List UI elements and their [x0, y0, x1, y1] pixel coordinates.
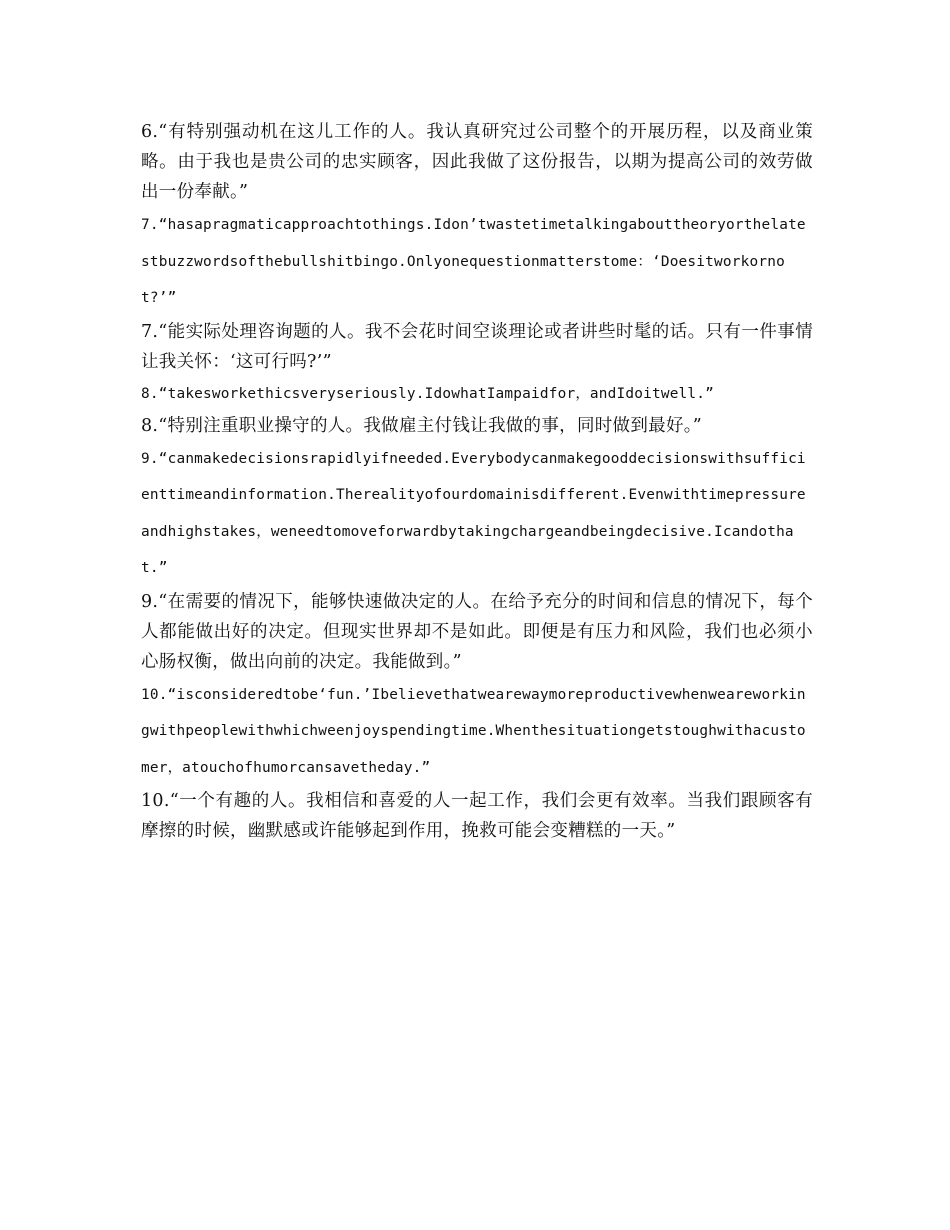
- paragraph-9-zh: 9.“在需要的情况下，能够快速做决定的人。在给予充分的时间和信息的情况下，每个人都能做出好的决定。但现实世界却不是如此。即便是有压力和风险，我们也必须小心肠权衡，做出向前的决定。我能做到。”: [141, 591, 813, 672]
- paragraph-6-zh: 6.“有特别强动机在这儿工作的人。我认真研究过公司整个的开展历程，以及商业策略。由于我也是贵公司的忠实顾客，因此我做了这份报告，以期为提高公司的效劳做出一份奉献。”: [141, 122, 813, 202]
- paragraph-8-en: 8.“takesworkethicsveryseriously.IdowhatIampaidfor，andIdoitwell.”: [141, 385, 715, 402]
- paragraph-10-zh: 10.“一个有趣的人。我相信和喜爱的人一起工作，我们会更有效率。当我们跟顾客有摩擦的时候，幽默感或许能够起到作用，挽救可能会变糟糕的一天。”: [141, 791, 813, 841]
- paragraph-7-en: 7.“hasapragmaticapproachtothings.Idon’twastetimetalkingabouttheoryorthelatestbuzzwordsofthebullshitbingo.Onlyonequestionmatterstome：‘Doesitworkornot?’”: [141, 217, 806, 306]
- document-body: [141, 117, 813, 846]
- paragraph-10-en: 10.“isconsideredtobe‘fun.’Ibelievethatwearewaymoreproductivewhenweareworkingwithpeoplewithwhichweenjoyspendingtime.Whenthesituationgetstoughwithacustomer，atouchofhumorcansavetheday.”: [141, 686, 806, 776]
- paragraph-9-en: 9.“canmakedecisionsrapidlyifneeded.Everybodycanmakegooddecisionswithsufficienttimeandinformation.Therealityofourdomainisdifferent.Evenwithtimepressureandhighstakes，weneedtomoveforwardbytakingchargeandbeingdecisive.Icandothat.”: [141, 450, 806, 576]
- paragraph-7-zh: 7.“能实际处理咨询题的人。我不会花时间空谈理论或者讲些时髦的话。只有一件事情让我关怀：‘这可行吗?’”: [141, 321, 813, 372]
- paragraph-8-zh: 8.“特别注重职业操守的人。我做雇主付钱让我做的事，同时做到最好。”: [141, 415, 703, 436]
